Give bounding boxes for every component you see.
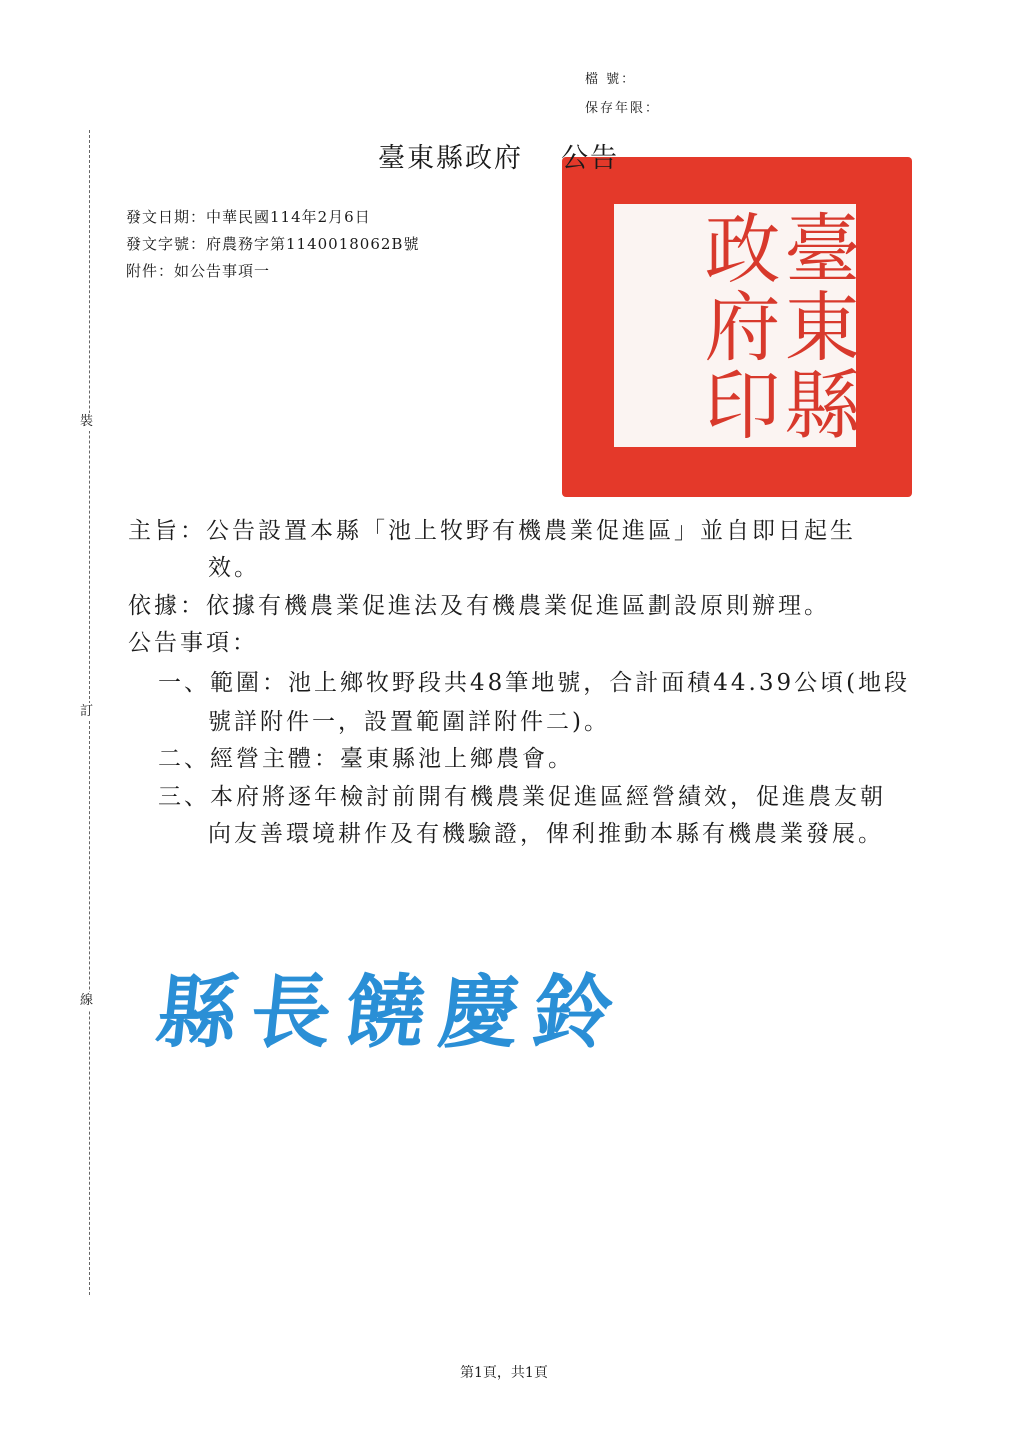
item-3-line-1: 三、本府將逐年檢討前開有機農業促進區經營績效，促進農友朝 bbox=[158, 784, 886, 810]
items-heading: 公告事項： bbox=[128, 630, 258, 656]
retention-label: 保存年限： bbox=[585, 101, 661, 116]
item-1-line-2: 號詳附件一，設置範圍詳附件二)。 bbox=[208, 709, 610, 735]
issue-date: 發文日期：中華民國114年2月6日 bbox=[126, 208, 371, 226]
agency-name: 臺東縣政府 bbox=[378, 143, 523, 174]
page-title bbox=[378, 136, 619, 175]
magistrate-signature-stamp: 縣長饒慶鈴 bbox=[152, 966, 633, 1059]
item-2-line: 二、經營主體：臺東縣池上鄉農會。 bbox=[158, 746, 574, 772]
binding-mark-xian: 線 bbox=[80, 993, 94, 1008]
seal-inner bbox=[614, 204, 861, 447]
document-type: 公告 bbox=[561, 143, 619, 174]
subject-line-2: 效。 bbox=[208, 555, 260, 581]
page-footer: 第1頁，共1頁 bbox=[460, 1365, 548, 1381]
attachment-note: 附件：如公告事項一 bbox=[126, 262, 271, 280]
seal-text: 臺東縣政府印 bbox=[692, 208, 861, 443]
item-1-line-1: 一、範圍：池上鄉牧野段共48筆地號，合計面積44.39公頃(地段 bbox=[158, 670, 911, 696]
basis-line: 依據：依據有機農業促進法及有機農業促進區劃設原則辦理。 bbox=[128, 593, 830, 619]
item-3-line-2: 向友善環境耕作及有機驗證，俾利推動本縣有機農業發展。 bbox=[208, 821, 884, 847]
file-number-label: 檔 號： bbox=[585, 72, 637, 87]
reference-number: 發文字號：府農務字第1140018062B號 bbox=[126, 235, 420, 253]
subject-line-1: 主旨：公告設置本縣「池上牧野有機農業促進區」並自即日起生 bbox=[128, 518, 856, 544]
binding-mark-ding: 訂 bbox=[80, 704, 94, 719]
binding-mark-zhuang: 裝 bbox=[80, 414, 94, 429]
official-seal bbox=[562, 157, 912, 497]
